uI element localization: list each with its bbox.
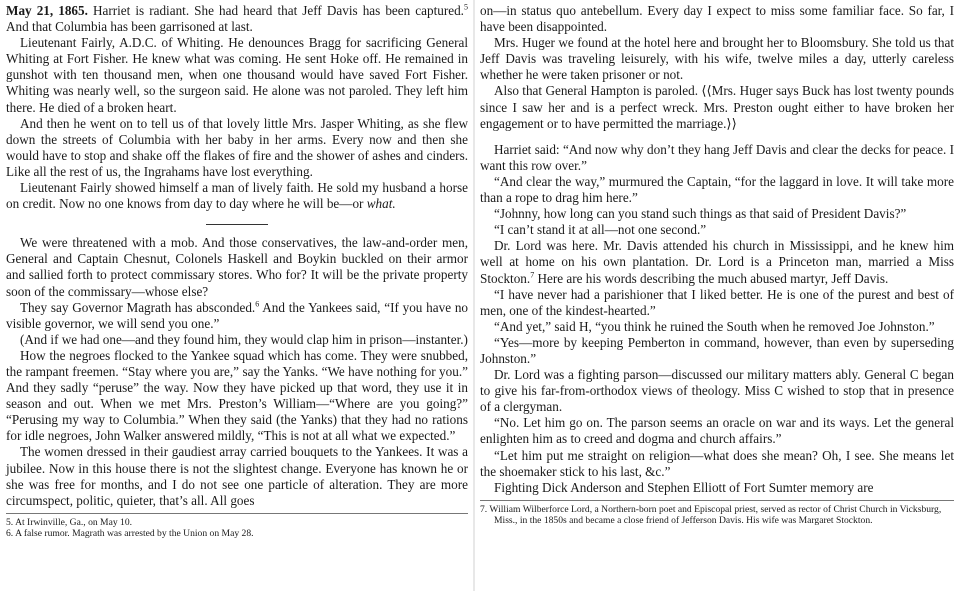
footnote-divider	[480, 500, 954, 501]
paragraph: And then he went on to tell us of that lovely little Mrs. Jasper Whiting, as she flew down the streets of Columbia with her baby in her arms. Every now and then she would have to stop and shake off the flakes of fire and the shower of ashes and cinders. Like all the rest of us, the Ingrahams have lost everything.	[6, 115, 468, 179]
paragraph: “Yes—more by keeping Pemberton in command, however, than even by superseding Johnston.”	[480, 334, 954, 366]
paragraph: The women dressed in their gaudiest array carried bouquets to the Yankees. It was a jubilee. Now in this house there is not the slightest change. Everyone has known he or she was free for months, and I do not see one particle of alteration. They are more circumspect, politic, quieter, that’s all. All goes	[6, 444, 468, 508]
footnote-ref: 7	[530, 270, 535, 280]
footnote-ref: 5	[463, 2, 468, 12]
entry-date: May 21, 1865.	[6, 3, 88, 18]
footnote: 7. William Wilberforce Lord, a Northern-born poet and Episcopal priest, served as rector of Christ Church in Vicksburg, Miss., in the 1850s and became a close friend of Jefferson Davis. His wife was Margaret Stockton.	[480, 503, 942, 527]
paragraph: They say Governor Magrath has absconded.$^6$ And the Yankees said, “If you have no visible governor, we will send you one.”	[6, 299, 469, 331]
footnote: 6. A false rumor. Magrath was arrested by the Union on May 28.	[6, 528, 254, 540]
column-gutter	[473, 0, 475, 591]
paragraph: Dr. Lord was a fighting parson—discussed our military matters ably. General C began to give his far-from-orthodox views of theology. Miss C wished to stop that in presence of a clergyman.	[480, 367, 954, 415]
paragraph: “And yet,” said H, “you think he ruined the South when he removed Joe Johnston.”	[494, 318, 935, 334]
entry-paragraph: May 21, 1865. Harriet is radiant. She had heard that Jeff Davis has been captured.$^5$ And that Columbia has been garrisoned at last.	[6, 2, 468, 35]
paragraph: (And if we had one—and they found him, they would clap him in prison—instanter.)	[20, 331, 468, 347]
section-gap	[480, 132, 954, 142]
left-column	[6, 3, 468, 540]
paragraph: We were threatened with a mob. And those conservatives, the law-and-order men, General and Captain Chesnut, Colonels Haskell and Boykin buckled on their armor and sallied forth to protect commissary stores. Who for? It will be the private property soon of the commissary—whose else?	[6, 235, 468, 299]
footnote-divider	[6, 513, 468, 514]
paragraph: “Johnny, how long can you stand such things as that said of President Davis?”	[494, 206, 907, 222]
footnote: 5. At Irwinville, Ga., on May 10.	[6, 516, 133, 528]
emphasis: what.	[366, 196, 396, 212]
paragraph: Dr. Lord was here. Mr. Davis attended his church in Mississippi, and he knew him well at home on his own plantation. Dr. Lord is a Princeton man, married a Miss Stockton.$^7$ Here are his words describing the much abused martyr, Jeff Davis.	[480, 238, 954, 286]
paragraph: “I have never had a parishioner that I liked better. He is one of the purest and best of men, one of the kindest-hearted.”	[480, 286, 954, 318]
section-divider	[206, 224, 268, 225]
paragraph: Also that General Hampton is paroled. ⟨⟨Mrs. Huger says Buck has lost twenty pounds since I saw her and is a perfect wreck. Mrs. Preston ought either to have broken her engagement or to have permitted the marriage.⟩⟩	[480, 83, 954, 131]
paragraph: Harriet said: “And now why don’t they hang Jeff Davis and clear the decks for peace. I want this row over.”	[480, 141, 954, 173]
paragraph: How the negroes flocked to the Yankee squad which has come. They were snubbed, the rampant freemen. “Stay where you are,” say the Yanks. “We have nothing for you.” And they sadly “peruse” the way. Now they have picked up that word, they use it in season and out. When we met Mrs. Preston’s William—“Where are you going?” “Perusing my way to Columbia.” When they said (the Yanks) that they had no rations for idle negroes, John Walker answered mildly, “This is not at all what we expected.”	[6, 347, 468, 444]
paragraph: Fighting Dick Anderson and Stephen Elliott of Fort Sumter memory are	[494, 479, 874, 495]
paragraph: Mrs. Huger we found at the hotel here and brought her to Bloomsbury. She told us that Jeff Davis was traveling leisurely, with his wife, twelve miles a day, utterly careless whether he were taken prisoner or not.	[480, 35, 954, 83]
paragraph: Lieutenant Fairly showed himself a man of lively faith. He sold my husband a horse on credit. Now no one knows from day to day where he will be—or what.	[6, 180, 468, 212]
footnote-ref: 6	[255, 299, 260, 309]
paragraph: “Let him put me straight on religion—what does she mean? Oh, I see. She means let the shoemaker stick to his last, &c.”	[480, 447, 954, 479]
paragraph: Lieutenant Fairly, A.D.C. of Whiting. He denounces Bragg for sacrificing General Whiting at Fort Fisher. He knew what was coming. He sent Hoke off. He remained in gunshot with ten thousand men, when one thousand would have saved Fort Fisher. Whiting was nearly well, so the surgeon said. He alone was not paroled. They left him there. He died of a broken heart.	[6, 35, 468, 115]
paragraph: “I can’t stand it at all—not one second.”	[494, 222, 707, 238]
paragraph: “And clear the way,” murmured the Captain, “for the laggard in love. It will take more than a rope to drag him here.”	[480, 173, 954, 206]
paragraph: on—in status quo antebellum. Every day I expect to miss some familiar face. So far, I have been disappointed.	[480, 3, 954, 35]
paragraph: “No. Let him go on. The parson seems an oracle on war and its ways. Let the general enlighten him as to creed and dogma and church affairs.”	[480, 415, 954, 447]
right-column	[480, 3, 954, 527]
